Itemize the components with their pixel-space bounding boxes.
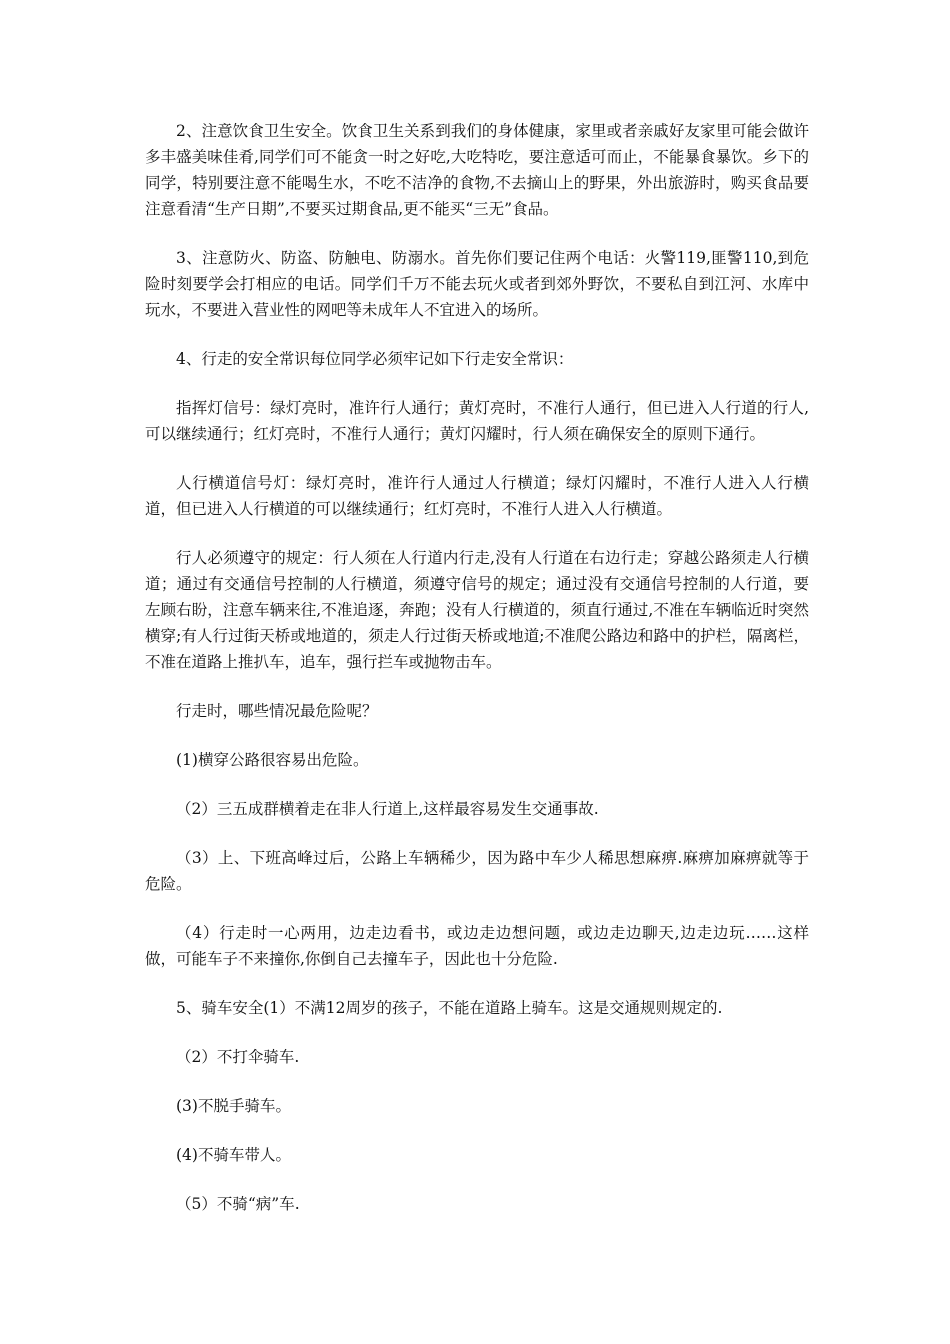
paragraph-cycling-safety: 5、骑车安全(1）不满12周岁的孩子，不能在道路上骑车。这是交通规则规定的. [176,999,723,1017]
paragraph-food-safety: 2、注意饮食卫生安全。饮食卫生关系到我们的身体健康，家里或者亲戚好友家里可能会做许多丰盛美味佳肴,同学们可不能贪一时之好吃,大吃特吃，要注意适可而止，不能暴食暴饮。乡下的同学，特别要注意不能喝生水，不吃不洁净的食物,不去摘山上的野果，外出旅游时，购买食品要注意看清“生产日期”,不要买过期食品,更不能买“三无”食品。 [145,122,809,218]
paragraph-cycling-item-3: (3)不脱手骑车。 [176,1097,291,1115]
document-body [145,118,809,1240]
paragraph-danger-item-1: (1)横穿公路很容易出危险。 [176,751,369,769]
paragraph-cycling-item-4: (4)不骑车带人。 [176,1146,291,1164]
paragraph-crosswalk-signals: 人行横道信号灯：绿灯亮时，准许行人通过人行横道；绿灯闪耀时，不准行人进入人行横道，但已进入人行横道的可以继续通行；红灯亮时，不准行人进入人行横道。 [145,474,809,518]
paragraph-danger-question: 行走时，哪些情况最危险呢？ [176,702,378,720]
paragraph-fire-theft-safety: 3、注意防火、防盗、防触电、防溺水。首先你们要记住两个电话：火警119,匪警110,到危险时刻要学会打相应的电话。同学们千万不能去玩火或者到郊外野饮，不要私自到江河、水库中玩水，不要进入营业性的网吧等未成年人不宜进入的场所。 [145,249,809,319]
paragraph-cycling-item-2: （2）不打伞骑车. [176,1048,300,1066]
paragraph-danger-item-2: （2）三五成群横着走在非人行道上,这样最容易发生交通事故. [176,800,599,818]
paragraph-danger-item-3: （3）上、下班高峰过后，公路上车辆稀少，因为路中车少人稀思想麻痹.麻痹加麻痹就等于危险。 [145,849,809,893]
paragraph-traffic-light-signals: 指挥灯信号：绿灯亮时，准许行人通行；黄灯亮时，不准行人通行，但已进入人行道的行人,可以继续通行；红灯亮时，不准行人通行；黄灯闪耀时，行人须在确保安全的原则下通行。 [145,399,809,443]
paragraph-walking-safety-heading: 4、行走的安全常识每位同学必须牢记如下行走安全常识： [176,350,574,368]
paragraph-danger-item-4: （4）行走时一心两用，边走边看书，或边走边想问题，或边走边聊天,边走边玩……这样做，可能车子不来撞你,你倒自己去撞车子，因此也十分危险. [145,924,809,968]
paragraph-pedestrian-rules: 行人必须遵守的规定：行人须在人行道内行走,没有人行道在右边行走；穿越公路须走人行横道；通过有交通信号控制的人行横道，须遵守信号的规定；通过没有交通信号控制的人行道，要左顾右盼，注意车辆来往,不准追逐，奔跑；没有人行横道的，须直行通过,不准在车辆临近时突然横穿;有人行过街天桥或地道的，须走人行过街天桥或地道;不准爬公路边和路中的护栏，隔离栏，不准在道路上推扒车，追车，强行拦车或抛物击车。 [145,549,809,671]
paragraph-cycling-item-5: （5）不骑“病”车. [176,1195,300,1213]
